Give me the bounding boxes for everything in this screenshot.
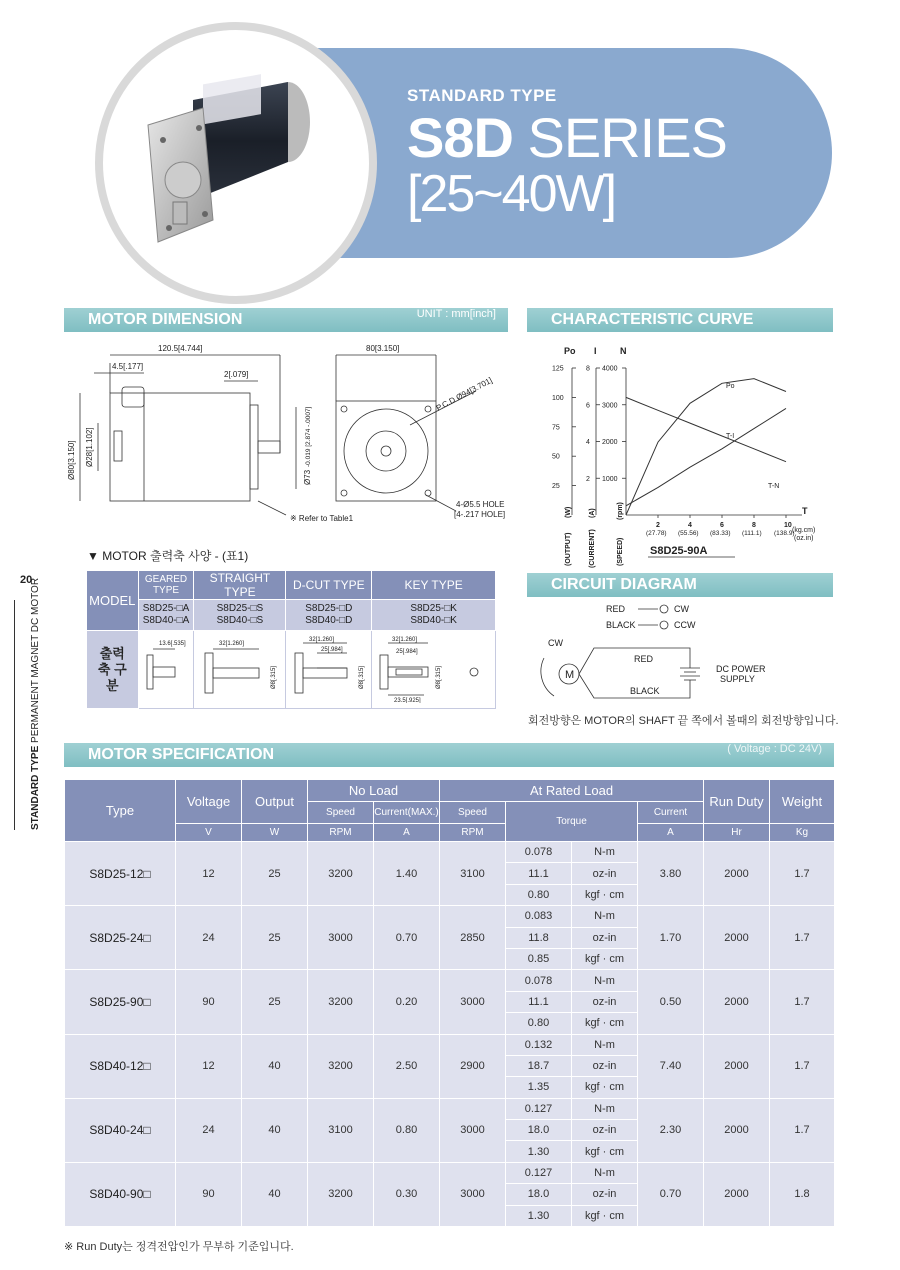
circuit-diagram-title: CIRCUIT DIAGRAM: [551, 576, 697, 593]
spec-nl-current: 0.30: [374, 1162, 440, 1226]
spec-torque-unit: N-m: [572, 1162, 638, 1183]
spec-rated-speed: 3000: [440, 1162, 506, 1226]
spec-torque-value: 0.127: [506, 1162, 572, 1183]
tick-label-t: 10: [784, 522, 792, 529]
spec-row: [65, 842, 835, 863]
tick-label-t: 2: [656, 522, 660, 529]
th-u-w: W: [242, 824, 308, 842]
spec-nl-current: 2.50: [374, 1034, 440, 1098]
spec-voltage: 90: [176, 970, 242, 1034]
axis-t-label: T: [802, 506, 808, 516]
tick-label-po: 75: [552, 424, 560, 432]
spec-run-duty: 2000: [704, 1098, 770, 1162]
th-u-rpm2: RPM: [440, 824, 506, 842]
spec-torque-unit: N-m: [572, 1034, 638, 1055]
tick-label-t-ozin: (138.9): [774, 530, 795, 537]
spec-run-duty: 2000: [704, 970, 770, 1034]
supply-line2: SUPPLY: [720, 674, 755, 684]
tick-label-i: 6: [586, 402, 590, 410]
spec-torque-value: 0.132: [506, 1034, 572, 1055]
spec-model: S8D40-24□: [65, 1098, 176, 1162]
spec-torque-value: 0.083: [506, 906, 572, 927]
motor-specification-bar: [64, 743, 834, 767]
t-units: (kg.cm): [792, 527, 816, 534]
spec-model: S8D40-90□: [65, 1162, 176, 1226]
series-line-t-i: [626, 408, 786, 505]
spec-torque-unit: kgf · cm: [572, 884, 638, 905]
spec-torque-unit: N-m: [572, 970, 638, 991]
cw-label: CW: [548, 638, 563, 648]
type-dcut: D-CUT TYPE: [286, 571, 372, 600]
shaft-table-caption: ▼ MOTOR 출력축 사양 - (표1): [87, 549, 249, 563]
spec-torque-unit: kgf · cm: [572, 948, 638, 969]
spec-output: 25: [242, 970, 308, 1034]
spec-model: S8D40-12□: [65, 1034, 176, 1098]
models-straight: S8D25-□S S8D40-□S: [194, 600, 286, 631]
key-dim-key: 23.5[.925]: [393, 698, 421, 703]
spec-torque-value: 0.80: [506, 1013, 572, 1034]
tick-label-n: 3000: [602, 402, 618, 410]
legend-black: BLACK: [606, 620, 636, 630]
type-key: KEY TYPE: [372, 571, 496, 600]
th-output: Output: [242, 780, 308, 824]
spec-torque-value: 11.1: [506, 863, 572, 884]
spec-torque-unit: oz-in: [572, 1055, 638, 1076]
dim-hole2: [4-.217 HOLE]: [454, 510, 506, 519]
spec-row: [65, 1098, 835, 1119]
characteristic-curve-title: CHARACTERISTIC CURVE: [551, 311, 754, 328]
th-type: Type: [65, 780, 176, 842]
dim-dia73-tol: -0.019 [2.874 -.0007]: [305, 406, 312, 467]
legend-red: RED: [606, 604, 626, 614]
series-line-po: [626, 379, 786, 515]
th-u-a2: A: [638, 824, 704, 842]
spec-rated-current: 2.30: [638, 1098, 704, 1162]
spec-torque-unit: oz-in: [572, 863, 638, 884]
rotation-caption: 회전방향은 MOTOR의 SHAFT 끝 쪽에서 볼때의 회전방향입니다.: [528, 715, 839, 727]
spec-torque-value: 18.7: [506, 1055, 572, 1076]
spec-output: 40: [242, 1162, 308, 1226]
spec-rated-current: 0.50: [638, 970, 704, 1034]
th-u-v: V: [176, 824, 242, 842]
th-nl-current: Current(MAX.): [374, 802, 440, 824]
spec-voltage: 90: [176, 1162, 242, 1226]
tick-label-n: 4000: [602, 365, 618, 373]
tick-label-i: 8: [586, 365, 590, 373]
dim-hole1: 4-Ø5.5 HOLE: [456, 500, 505, 509]
spec-torque-value: 1.30: [506, 1205, 572, 1226]
spec-nl-speed: 3200: [308, 1162, 374, 1226]
tick-label-po: 125: [552, 365, 564, 373]
th-run-duty: Run Duty: [704, 780, 770, 824]
spec-torque-unit: kgf · cm: [572, 1205, 638, 1226]
spec-weight: 1.7: [770, 906, 835, 970]
series-watts: [25~40W]: [407, 165, 616, 223]
th-u-rpm: RPM: [308, 824, 374, 842]
dim-d2: 2[.079]: [224, 370, 249, 379]
spec-output: 25: [242, 906, 308, 970]
spec-torque-unit: N-m: [572, 842, 638, 863]
spec-model: S8D25-12□: [65, 842, 176, 906]
spec-weight: 1.7: [770, 1098, 835, 1162]
tick-label-t-ozin: (111.1): [742, 530, 762, 537]
shaft-drawing-geared: [138, 631, 194, 709]
series-line-t-n: [626, 397, 786, 461]
name-output: (OUTPUT): [565, 532, 572, 566]
motor-symbol-label: M: [565, 669, 575, 681]
spec-torque-unit: kgf · cm: [572, 1141, 638, 1162]
spec-torque-unit: kgf · cm: [572, 1013, 638, 1034]
spec-weight: 1.7: [770, 1034, 835, 1098]
dim-dia73: Ø73: [303, 469, 312, 485]
spec-rated-current: 3.80: [638, 842, 704, 906]
unit-note: UNIT : mm[inch]: [416, 308, 496, 320]
key-dim-dia: Ø8[.315]: [435, 665, 442, 689]
th-u-kg: Kg: [770, 824, 835, 842]
spec-nl-current: 1.40: [374, 842, 440, 906]
spec-rated-speed: 3000: [440, 1098, 506, 1162]
motor-dimension-bar: [64, 308, 508, 332]
th-weight: Weight: [770, 780, 835, 824]
geared-dim: 13.6[.535]: [159, 641, 186, 647]
spec-run-duty: 2000: [704, 1034, 770, 1098]
shaft-table: [86, 570, 496, 709]
spec-torque-value: 18.0: [506, 1184, 572, 1205]
spec-row: [65, 1034, 835, 1055]
th-u-hr: Hr: [704, 824, 770, 842]
tick-label-t: 6: [720, 522, 724, 529]
run-duty-footnote: ※ Run Duty는 정격전압인가 무부하 기준입니다.: [64, 1241, 294, 1253]
circuit-diagram-bar: [527, 573, 833, 597]
th-voltage: Voltage: [176, 780, 242, 824]
spec-row: [65, 1162, 835, 1183]
th-no-load: No Load: [308, 780, 440, 802]
spec-torque-unit: oz-in: [572, 991, 638, 1012]
supply-line1: DC POWER: [716, 664, 766, 674]
spec-rated-speed: 2900: [440, 1034, 506, 1098]
series-rest: SERIES: [512, 106, 727, 169]
name-current: (CURRENT): [589, 529, 596, 568]
spec-voltage: 12: [176, 1034, 242, 1098]
spec-output: 40: [242, 1034, 308, 1098]
spec-nl-speed: 3200: [308, 970, 374, 1034]
dcut-dim-cut: 25[.984]: [320, 647, 343, 653]
spec-torque-value: 0.127: [506, 1098, 572, 1119]
axis-header-po: Po: [564, 346, 576, 356]
th-torque: Torque: [506, 802, 638, 842]
spec-nl-current: 0.80: [374, 1098, 440, 1162]
spec-model: S8D25-90□: [65, 970, 176, 1034]
tick-label-po: 25: [552, 483, 560, 491]
axis-header-i: I: [594, 346, 597, 356]
label-tn: T-N: [768, 483, 780, 490]
spec-torque-unit: kgf · cm: [572, 1077, 638, 1098]
spec-rated-speed: 3100: [440, 842, 506, 906]
dim-length: 120.5[4.744]: [158, 344, 203, 353]
th-u-a: A: [374, 824, 440, 842]
tick-label-t-ozin: (55.56): [678, 530, 699, 537]
label-ti: T-I: [726, 433, 735, 440]
shaft-drawing-key: [372, 631, 496, 709]
name-speed: (SPEED): [617, 537, 624, 566]
shaft-drawing-straight: [194, 631, 286, 709]
tick-label-t: 8: [752, 522, 756, 529]
characteristic-curve-chart: [530, 338, 830, 568]
spec-nl-current: 0.70: [374, 906, 440, 970]
spec-output: 25: [242, 842, 308, 906]
dim-pcd: P.C.D Ø94[3.701]: [434, 375, 494, 413]
unit-w: (W): [565, 506, 572, 518]
dimension-drawing: [64, 335, 514, 535]
circuit-diagram: [530, 600, 830, 708]
spec-nl-speed: 3000: [308, 906, 374, 970]
tick-label-n: 2000: [602, 439, 618, 446]
straight-dim-dia: Ø8[.315]: [270, 665, 277, 689]
dim-width: 80[3.150]: [366, 344, 400, 353]
spec-torque-value: 1.35: [506, 1077, 572, 1098]
spec-torque-unit: oz-in: [572, 927, 638, 948]
th-current: Current: [638, 802, 704, 824]
type-straight: STRAIGHT TYPE: [194, 571, 286, 600]
spec-row: [65, 970, 835, 991]
unit-rpm: (rpm): [617, 502, 624, 520]
spec-torque-value: 0.80: [506, 884, 572, 905]
spec-table: [64, 779, 835, 1227]
tick-label-i: 2: [586, 475, 590, 483]
spec-torque-unit: N-m: [572, 1098, 638, 1119]
header-title: [407, 86, 727, 222]
spec-row: [65, 906, 835, 927]
tick-label-n: 1000: [602, 475, 618, 483]
motor-illustration: [103, 30, 369, 296]
spec-torque-unit: oz-in: [572, 1184, 638, 1205]
key-dim-cut: 25[.984]: [395, 649, 418, 655]
straight-dim-len: 32[1.260]: [218, 641, 244, 647]
spec-run-duty: 2000: [704, 1162, 770, 1226]
dim-d1: 4.5[.177]: [112, 362, 144, 371]
spec-output: 40: [242, 1098, 308, 1162]
dim-dia28: Ø28[1.102]: [85, 427, 94, 467]
models-geared: S8D25-□A S8D40-□A: [138, 600, 194, 631]
spec-rated-current: 1.70: [638, 906, 704, 970]
spec-run-duty: 2000: [704, 906, 770, 970]
dim-dia80: Ø80[3.150]: [67, 440, 76, 480]
spec-torque-value: 11.1: [506, 991, 572, 1012]
models-key: S8D25-□K S8D40-□K: [372, 600, 496, 631]
tick-label-po: 50: [552, 453, 560, 461]
spec-torque-value: 1.30: [506, 1141, 572, 1162]
series-bold: S8D: [407, 106, 513, 169]
dcut-dim-dia: Ø8[.315]: [358, 665, 365, 689]
wire-red-label: RED: [634, 654, 654, 664]
tick-label-t-ozin: (27.78): [646, 530, 667, 537]
page-number: 20: [20, 574, 33, 586]
spec-weight: 1.8: [770, 1162, 835, 1226]
series-name: [407, 106, 727, 169]
side-divider: [14, 600, 15, 830]
model-header: MODEL: [87, 571, 139, 631]
motor-photo: [95, 22, 377, 304]
curve-model: S8D25-90A: [650, 545, 708, 557]
side-category-text: PERMANENT MAGNET DC MOTOR: [30, 577, 41, 743]
side-category-bold: STANDARD TYPE: [30, 745, 41, 830]
unit-a: (A): [589, 508, 596, 518]
spec-torque-value: 18.0: [506, 1120, 572, 1141]
tick-label-po: 100: [552, 394, 564, 402]
characteristic-curve-bar: [527, 308, 833, 332]
th-nl-speed: Speed: [308, 802, 374, 824]
tick-label-t: 4: [688, 522, 692, 529]
th-speed: Speed: [440, 802, 506, 824]
legend-cw: CW: [674, 604, 689, 614]
motor-dimension-title: MOTOR DIMENSION: [88, 311, 243, 328]
legend-ccw: CCW: [674, 620, 696, 630]
spec-torque-value: 11.8: [506, 927, 572, 948]
models-dcut: S8D25-□D S8D40-□D: [286, 600, 372, 631]
shaft-row-label: 출력축 구분: [87, 631, 139, 709]
spec-nl-speed: 3100: [308, 1098, 374, 1162]
spec-rated-speed: 2850: [440, 906, 506, 970]
tick-label-i: 4: [586, 439, 590, 446]
motor-specification-title: MOTOR SPECIFICATION: [88, 746, 275, 763]
side-category-label: [30, 570, 41, 830]
spec-weight: 1.7: [770, 970, 835, 1034]
spec-run-duty: 2000: [704, 842, 770, 906]
key-dim-len: 32[1.260]: [391, 637, 417, 643]
spec-rated-current: 7.40: [638, 1034, 704, 1098]
spec-model: S8D25-24□: [65, 906, 176, 970]
type-geared: GEARED TYPE: [138, 571, 194, 600]
spec-rated-current: 0.70: [638, 1162, 704, 1226]
spec-torque-value: 0.078: [506, 842, 572, 863]
refer-note: ※ Refer to Table1: [290, 514, 354, 523]
spec-nl-speed: 3200: [308, 1034, 374, 1098]
dcut-dim-len: 32[1.260]: [308, 637, 334, 643]
spec-rated-speed: 3000: [440, 970, 506, 1034]
spec-weight: 1.7: [770, 842, 835, 906]
th-rated: At Rated Load: [440, 780, 704, 802]
spec-torque-unit: oz-in: [572, 1120, 638, 1141]
spec-voltage: 24: [176, 1098, 242, 1162]
wire-black-label: BLACK: [630, 686, 660, 696]
spec-torque-value: 0.078: [506, 970, 572, 991]
axis-header-n: N: [620, 346, 627, 356]
spec-nl-current: 0.20: [374, 970, 440, 1034]
spec-nl-speed: 3200: [308, 842, 374, 906]
shaft-drawing-dcut: [286, 631, 372, 709]
tick-label-t-ozin: (83.33): [710, 530, 731, 537]
header-kicker: STANDARD TYPE: [407, 86, 557, 105]
label-po: Po: [726, 383, 735, 390]
spec-torque-value: 0.85: [506, 948, 572, 969]
voltage-note: ( Voltage : DC 24V): [727, 743, 822, 755]
spec-voltage: 12: [176, 842, 242, 906]
t-units2: (oz.in): [794, 535, 814, 542]
spec-torque-unit: N-m: [572, 906, 638, 927]
spec-voltage: 24: [176, 906, 242, 970]
